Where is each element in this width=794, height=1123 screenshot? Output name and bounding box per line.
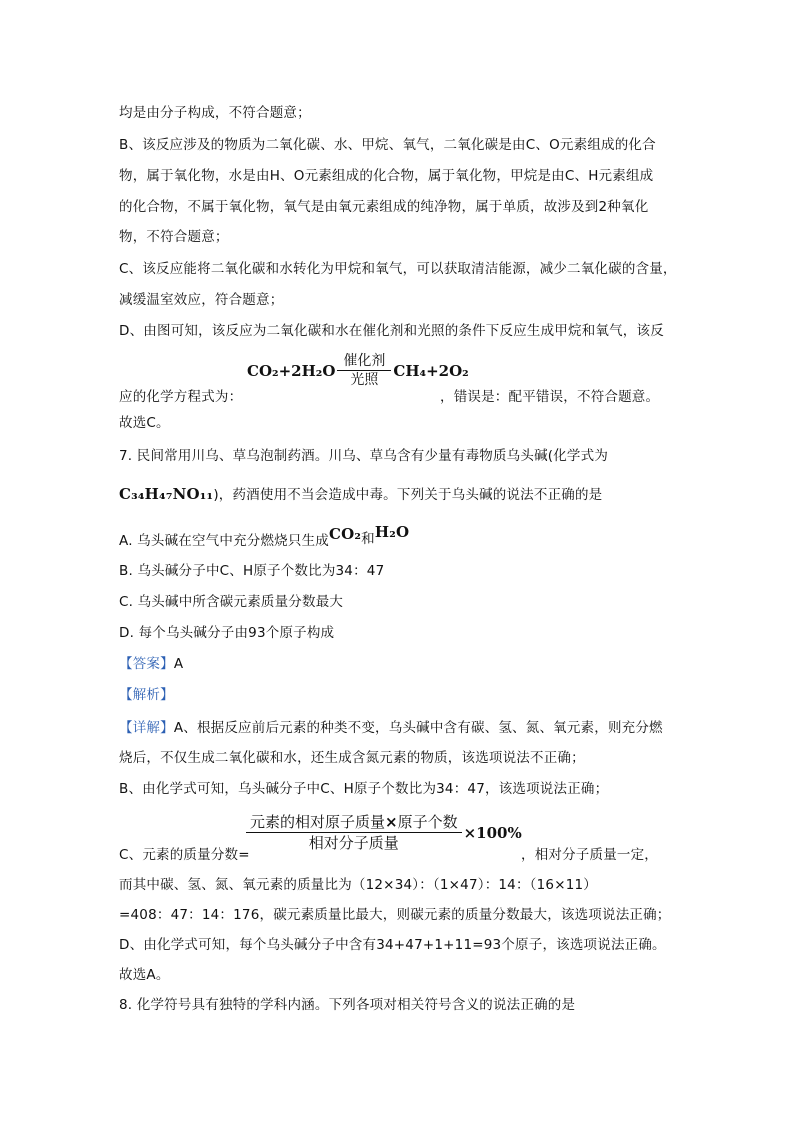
text-line: 物，属于氧化物，水是由H、O元素组成的化合物，属于氧化物，甲烷是由C、H元素组成	[119, 168, 654, 184]
equation-products: CH₄+2O₂	[393, 361, 469, 380]
text-line: 烧后，不仅生成二氧化碳和水，还生成含氮元素的物质，该选项说法不正确；	[119, 750, 585, 766]
text-line: 减缓温室效应，符合题意；	[119, 292, 284, 308]
detail-label: 【详解】	[119, 720, 174, 736]
question-7-cont	[119, 484, 602, 505]
fraction-suffix: ×100%	[463, 823, 522, 842]
text-line: )，药酒使用不当会造成中毒。下列关于乌头碱的说法不正确的是	[213, 487, 603, 503]
option-c: C. 乌头碱中所含碳元素质量分数最大	[119, 594, 344, 610]
text-line: D、由化学式可知，每个乌头碱分子中含有34+47+1+11=93个原子，该选项说法正确。	[119, 937, 666, 953]
text-line: B、该反应涉及的物质为二氧化碳、水、甲烷、氧气，二氧化碳是由C、O元素组成的化合	[119, 137, 656, 153]
question-7: 7. 民间常用川乌、草乌泡制药酒。川乌、草乌含有少量有毒物质乌头碱(化学式为	[119, 448, 609, 464]
co2-formula: CO₂	[328, 525, 362, 543]
text-line: 故选A。	[119, 967, 170, 983]
numerator-part-b: 原子个数	[397, 813, 458, 831]
text-line: B、由化学式可知，乌头碱分子中C、H原子个数比为34：47，该选项说法正确；	[119, 781, 609, 797]
text-line: =408：47：14：176，碳元素质量比最大，则碳元素的质量分数最大，该选项说法正确；	[119, 907, 671, 923]
equation-reactants: CO₂+2H₂O	[247, 361, 336, 380]
fraction-numerator	[246, 812, 462, 832]
equation-catalyst: 催化剂	[343, 353, 386, 369]
mass-fraction-formula	[246, 812, 522, 853]
option-a-text: A. 乌头碱在空气中充分燃烧只生成	[119, 533, 329, 549]
text-line: C、元素的质量分数=	[119, 847, 250, 863]
text-line: 物，不符合题意；	[119, 229, 229, 245]
answer-label: 【答案】	[119, 656, 174, 672]
equation-condition: 光照	[350, 372, 379, 388]
question-8: 8. 化学符号具有独特的学科内涵。下列各项对相关符号含义的说法正确的是	[119, 997, 576, 1013]
option-a-and: 和	[361, 531, 375, 547]
fraction-denominator: 相对分子质量	[308, 834, 399, 852]
text-line: ，错误是：配平错误，不符合题意。	[440, 389, 660, 405]
aconitine-formula: C₃₄H₄₇NO₁₁	[119, 485, 214, 503]
option-b: B. 乌头碱分子中C、H原子个数比为34：47	[119, 563, 385, 579]
answer-value: A	[173, 656, 184, 672]
detail-text: A、根据反应前后元素的种类不变，乌头碱中含有碳、氢、氮、氧元素，则充分燃	[173, 720, 663, 736]
answer-line	[119, 654, 183, 674]
text-line: 的化合物，不属于氧化物，氧气是由氧元素组成的纯净物，属于单质，故涉及到2种氧化	[119, 199, 649, 215]
detail-line	[119, 718, 663, 738]
chemical-equation	[247, 352, 469, 389]
text-line: 均是由分子构成，不符合题意；	[119, 105, 311, 121]
equation-arrow	[337, 352, 391, 389]
text-line: C、该反应能将二氧化碳和水转化为甲烷和氧气，可以获取清洁能源，减少二氧化碳的含量，	[119, 261, 677, 277]
text-line: 故选C。	[119, 415, 170, 431]
numerator-part-a: 元素的相对原子质量	[250, 813, 386, 831]
h2o-formula: H₂O	[374, 523, 410, 541]
text-line: 而其中碳、氢、氮、氧元素的质量比为（12×34）：（1×47）：14：（16×11）	[119, 877, 597, 893]
text-line: ，相对分子质量一定，	[521, 847, 658, 863]
numerator-times: ×	[385, 813, 398, 831]
option-d: D. 每个乌头碱分子由93个原子构成	[119, 625, 335, 641]
fraction-stack	[246, 812, 462, 853]
text-line: D、由图可知，该反应为二氧化碳和水在催化剂和光照的条件下反应生成甲烷和氧气，该反	[119, 323, 664, 339]
text-line: 应的化学方程式为：	[119, 389, 243, 405]
option-a	[119, 523, 410, 551]
analysis-label: 【解析】	[119, 687, 174, 703]
